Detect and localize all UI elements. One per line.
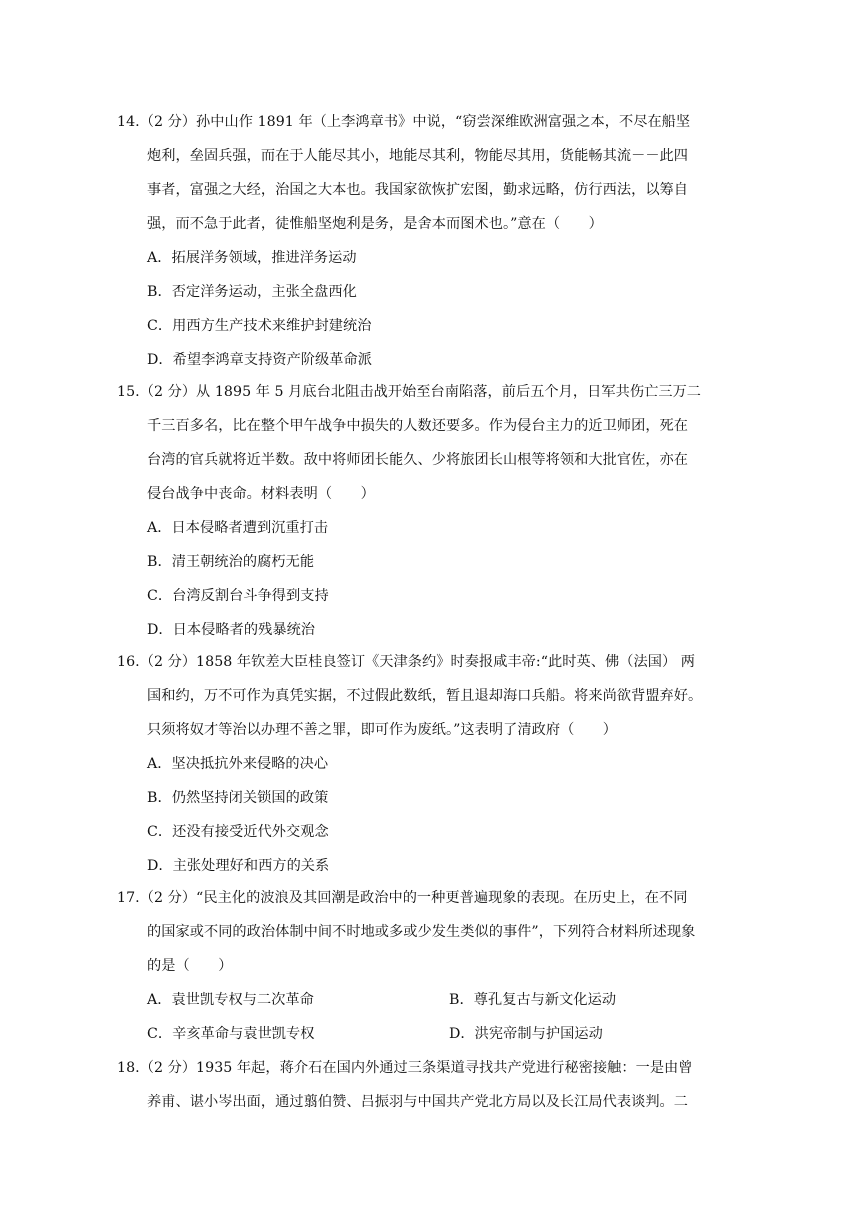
option-d: D．主张处理好和西方的关系	[147, 858, 330, 874]
question-stem-line: 强，而不急于此者，徒惟船坚炮利是务，是舍本而图术也。”意在（ ）	[147, 216, 603, 232]
option-b: B．尊孔复古与新文化运动	[449, 992, 617, 1008]
question-stem-line: 15.（2 分）从 1895 年 5 月底台北阻击战开始至台南陷落，前后五个月，日军共伤亡三万二	[117, 384, 702, 400]
question-stem-line: 18.（2 分）1935 年起，蒋介石在国内外通过三条渠道寻找共产党进行秘密接触：一是由曾	[117, 1060, 693, 1076]
question-stem-line: 17.（2 分）“民主化的波浪及其回潮是政治中的一种更普遍现象的表现。在历史上，在不同	[117, 890, 688, 906]
question-stem-line: 只须将奴才等治以办理不善之罪，即可作为废纸。”这表明了清政府（ ）	[147, 722, 618, 738]
option-c: C．台湾反割台斗争得到支持	[147, 588, 329, 604]
option-c: C．辛亥革命与袁世凯专权	[147, 1026, 315, 1042]
question-stem-line: 国和约，万不可作为真凭实据，不过假此数纸，暂且退却海口兵船。将来尚欲背盟弃好。	[147, 688, 703, 704]
question-stem-line: 14.（2 分）孙中山作 1891 年（上李鸿章书》中说，“窃尝深维欧洲富强之本，不尽在船坚	[117, 114, 691, 130]
question-stem-line: 的是（ ）	[147, 958, 233, 974]
option-d: D．洪宪帝制与护国运动	[449, 1026, 603, 1042]
option-b: B．清王朝统治的腐朽无能	[147, 554, 315, 570]
option-a: A．坚决抵抗外来侵略的决心	[147, 756, 329, 772]
option-b: B．否定洋务运动，主张全盘西化	[147, 284, 357, 300]
question-stem-line: 千三百多名，比在整个甲午战争中损失的人数还要多。作为侵台主力的近卫师团，死在	[147, 418, 689, 434]
question-stem-line: 的国家或不同的政治体制中间不时地或多或少发生类似的事件”，下列符合材料所述现象	[147, 924, 696, 940]
option-d: D．希望李鸿章支持资产阶级革命派	[147, 352, 372, 368]
option-b: B．仍然坚持闭关锁国的政策	[147, 790, 329, 806]
option-a: A．日本侵略者遭到沉重打击	[147, 520, 329, 536]
option-c: C．用西方生产技术来维护封建统治	[147, 318, 372, 334]
question-stem-line: 事者，富强之大经，治国之大本也。我国家欲恢扩宏图，勤求远略，仿行西法，以筹自	[147, 182, 689, 198]
question-stem-line: 16.（2 分）1858 年钦差大臣桂良签订《天津条约》时奏报咸丰帝:“此时英、佛（法国） 两	[117, 654, 695, 670]
question-stem-line: 养甫、谌小岑出面，通过翦伯赞、吕振羽与中国共产党北方局以及长江局代表谈判。二	[147, 1094, 689, 1110]
option-d: D．日本侵略者的残暴统治	[147, 622, 316, 638]
option-c: C．还没有接受近代外交观念	[147, 824, 329, 840]
question-stem-line: 侵台战争中丧命。材料表明（ ）	[147, 486, 375, 502]
question-stem-line: 炮利，垒固兵强，而在于人能尽其小，地能尽其利，物能尽其用，货能畅其流－－此四	[147, 148, 689, 164]
option-a: A．拓展洋务领域，推进洋务运动	[147, 250, 357, 266]
question-stem-line: 台湾的官兵就将近半数。敌中将师团长能久、少将旅团长山根等将领和大批官佐，亦在	[147, 452, 689, 468]
option-a: A．袁世凯专权与二次革命	[147, 992, 314, 1008]
